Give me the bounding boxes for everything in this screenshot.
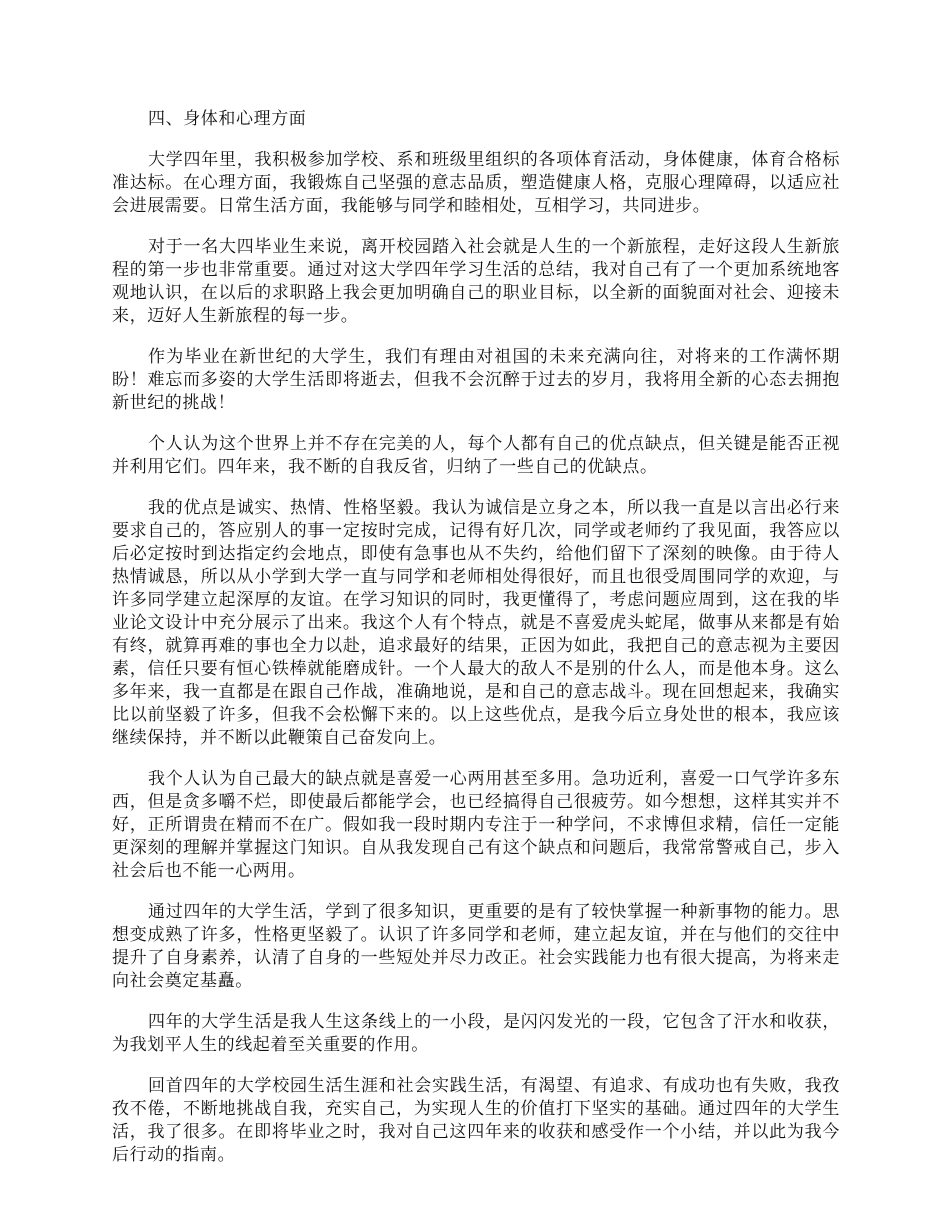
paragraph-new-century: 作为毕业在新世纪的大学生，我们有理由对祖国的未来充满向往，对将来的工作满怀期盼！难忘而多姿的大学生活即将逝去，但我不会沉醉于过去的岁月，我将用全新的心态去拥抱新世纪的挑战！ — [112, 347, 840, 413]
paragraph-new-journey: 对于一名大四毕业生来说，离开校园踏入社会就是人生的一个新旅程，走好这段人生新旅程的第一步也非常重要。通过对这大学四年学习生活的总结，我对自己有了一个更加系统地客观地认识，在以后的求职路上我会更加明确自己的职业目标，以全新的面貌面对社会、迎接未来，迈好人生新旅程的每一步。 — [112, 237, 840, 326]
paragraph-self-reflection: 个人认为这个世界上并不存在完美的人，每个人都有自己的优点缺点，但关键是能否正视并利用它们。四年来，我不断的自我反省，归纳了一些自己的优缺点。 — [112, 434, 840, 477]
paragraph-physical-mental: 大学四年里，我积极参加学校、系和班级里组织的各项体育活动，身体健康，体育合格标准达标。在心理方面，我锻炼自己坚强的意志品质，塑造健康人格，克服心理障碍，以适应社会进展需要。日常生活方面，我能够与同学和睦相处，互相学习，共同进步。 — [112, 150, 840, 216]
paragraph-gains: 通过四年的大学生活，学到了很多知识，更重要的是有了较快掌握一种新事物的能力。思想变成熟了许多，性格更坚毅了。认识了许多同学和老师，建立起友谊，并在与他们的交往中提升了自身素养，认清了自身的一些短处并尽力改正。社会实践能力也有很大提高，为将来走向社会奠定基矗。 — [112, 902, 840, 991]
paragraph-conclusion: 回首四年的大学校园生活生涯和社会实践生活，有渴望、有追求、有成功也有失败，我孜孜不倦，不断地挑战自我，充实自己，为实现人生的价值打下坚实的基础。通过四年的大学生活，我了很多。在即将毕业之时，我对自己这四年来的收获和感受作一个小结，并以此为我今后行动的指南。 — [112, 1076, 840, 1165]
paragraph-life-segment: 四年的大学生活是我人生这条线上的一小段，是闪闪发光的一段，它包含了汗水和收获，为我划平人生的线起着至关重要的作用。 — [112, 1012, 840, 1055]
section-heading: 四、身体和心理方面 — [148, 109, 307, 129]
document-page — [112, 108, 840, 1185]
paragraph-weaknesses: 我个人认为自己最大的缺点就是喜爱一心两用甚至多用。急功近利，喜爱一口气学许多东西，但是贪多嚼不烂，即使最后都能学会，也已经搞得自己很疲劳。如今想想，这样其实并不好，正所谓贵在精而不在广。假如我一段时期内专注于一种学问，不求博但求精，信任一定能更深刻的理解并掌握这门知识。自从我发现自己有这个缺点和问题后，我常常警戒自己，步入社会后也不能一心两用。 — [112, 769, 840, 881]
paragraph-strengths: 我的优点是诚实、热情、性格坚毅。我认为诚信是立身之本，所以我一直是以言出必行来要求自己的，答应别人的事一定按时完成，记得有好几次，同学或老师约了我见面，我答应以后必定按时到达指定约会地点，即使有急事也从不失约，给他们留下了深刻的映像。由于待人热情诚恳，所以从小学到大学一直与同学和老师相处得很好，而且也很受周围同学的欢迎，与许多同学建立起深厚的友谊。在学习知识的同时，我更懂得了，考虑问题应周到，这在我的毕业论文设计中充分展示了出来。我这个人有个特点，就是不喜爱虎头蛇尾，做事从来都是有始有终，就算再难的事也全力以赴，追求最好的结果，正因为如此，我把自己的意志视为主要因素，信任只要有恒心铁棒就能磨成针。一个人最大的敌人不是别的什么人，而是他本身。这么多年来，我一直都是在跟自己作战，准确地说，是和自己的意志战斗。现在回想起来，我确实比以前坚毅了许多，但我不会松懈下来的。以上这些优点，是我今后立身处世的根本，我应该继续保持，并不断以此鞭策自己奋发向上。 — [112, 498, 840, 748]
